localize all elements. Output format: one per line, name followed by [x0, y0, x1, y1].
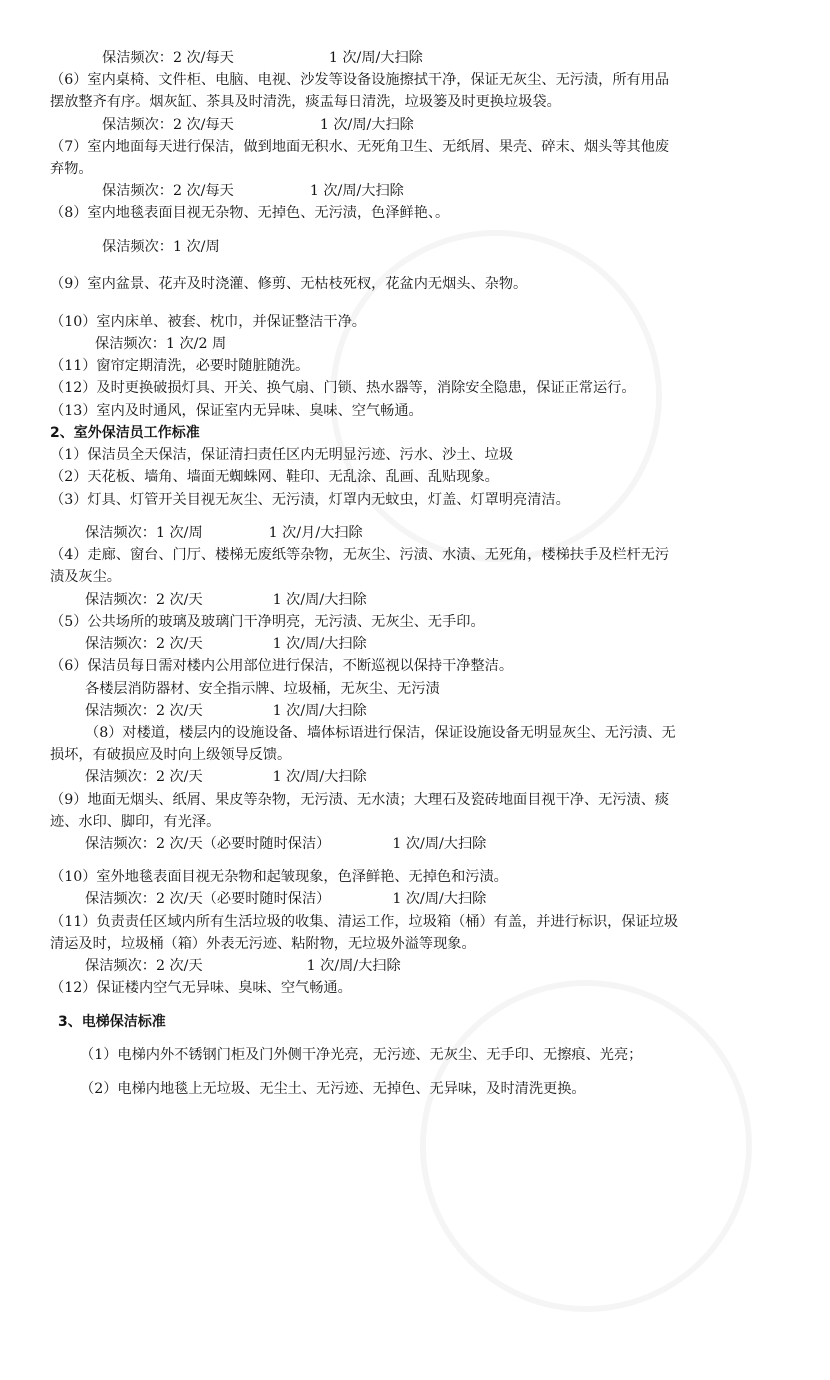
paragraph-line: 渍及灰尘。 — [50, 569, 121, 585]
frequency-weekly: 1 次/周/大扫除 — [392, 836, 487, 852]
frequency-weekly: 1 次/周/大扫除 — [272, 769, 367, 785]
frequency-weekly: 1 次/周/大扫除 — [306, 958, 401, 974]
frequency-line — [102, 47, 423, 69]
frequency-line — [85, 766, 367, 788]
paragraph-line: （9）地面无烟头、纸屑、果皮等杂物，无污渍、无水渍；大理石及瓷砖地面目视干净、无污渍、痰 — [50, 792, 670, 808]
paragraph-line: （9）室内盆景、花卉及时浇灌、修剪、无枯枝死杈，花盆内无烟头、杂物。 — [50, 276, 528, 292]
frequency-line — [102, 180, 404, 202]
paragraph-line: （8）对楼道，楼层内的设施设备、墙体标语进行保洁，保证设施设备无明显灰尘、无污渍、无 — [85, 725, 676, 741]
frequency-daily: 保洁频次：2 次/天（必要时随时保洁） — [85, 891, 331, 907]
frequency-weekly: 1 次/周/大扫除 — [272, 636, 367, 652]
frequency-daily: 保洁频次：2 次/每天 — [102, 50, 234, 66]
section-heading: 3、电梯保洁标准 — [58, 1014, 166, 1030]
paragraph-line: 损坏，有破损应及时向上级领导反馈。 — [50, 747, 292, 763]
paragraph-line: （2）电梯内地毯上无垃圾、无尘土、无污迹、无掉色、无异味，及时清洗更换。 — [80, 1081, 586, 1097]
paragraph-line: 摆放整齐有序。烟灰缸、茶具及时清洗，痰盂每日清洗，垃圾篓及时更换垃圾袋。 — [50, 94, 561, 110]
frequency-line — [102, 114, 414, 136]
paragraph-line: （1）电梯内外不锈钢门柜及门外侧干净光亮，无污迹、无灰尘、无手印、无擦痕、光亮； — [80, 1047, 643, 1063]
frequency-weekly: 1 次/周/大扫除 — [272, 592, 367, 608]
frequency-line — [85, 833, 486, 855]
frequency-weekly: 1 次/周/大扫除 — [328, 50, 423, 66]
paragraph-line: （7）室内地面每天进行保洁，做到地面无积水、无死角卫生、无纸屑、果壳、碎末、烟头等其他废 — [50, 139, 670, 155]
section-heading: 2、室外保洁员工作标准 — [50, 425, 200, 441]
frequency-line — [85, 888, 486, 910]
frequency-daily: 保洁频次：2 次/天（必要时随时保洁） — [85, 836, 331, 852]
frequency-daily: 保洁频次：2 次/天 — [85, 592, 203, 608]
paragraph-line: 各楼层消防器材、安全指示牌、垃圾桶，无灰尘、无污渍 — [85, 681, 440, 697]
paragraph-line: （8）室内地毯表面目视无杂物、无掉色、无污渍，色泽鲜艳、。 — [50, 205, 450, 221]
frequency-weekly: 保洁频次：1 次/周 — [85, 525, 203, 541]
paragraph-line: 弃物。 — [50, 161, 93, 177]
frequency-line — [85, 633, 367, 655]
frequency-line: 保洁频次：1 次/周 — [102, 239, 220, 255]
paragraph-line: （10）室内床单、被套、枕巾，并保证整洁干净。 — [50, 314, 366, 330]
paragraph-line: （1）保洁员全天保洁，保证清扫责任区内无明显污迹、污水、沙土、垃圾 — [50, 447, 514, 463]
watermark-stamp — [352, 912, 820, 1380]
paragraph-line: （4）走廊、窗台、门厅、楼梯无废纸等杂物，无灰尘、污渍、水渍、无死角，楼梯扶手及栏杆无污 — [50, 547, 670, 563]
frequency-monthly: 1 次/月/大扫除 — [268, 525, 363, 541]
frequency-daily: 保洁频次：2 次/天 — [85, 769, 203, 785]
frequency-daily: 保洁频次：2 次/天 — [85, 636, 203, 652]
frequency-weekly: 1 次/周/大扫除 — [309, 183, 404, 199]
paragraph-line: （11）窗帘定期清洗，必要时随脏随洗。 — [50, 358, 310, 374]
frequency-weekly: 1 次/周/大扫除 — [392, 891, 487, 907]
paragraph-line: （5）公共场所的玻璃及玻璃门干净明亮，无污渍、无灰尘、无手印。 — [50, 614, 485, 630]
frequency-line — [85, 522, 363, 544]
paragraph-line: （12）及时更换破损灯具、开关、换气扇、门锁、热水器等，消除安全隐患，保证正常运行。 — [50, 380, 636, 396]
paragraph-line: （2）天花板、墙角、墙面无蜘蛛网、鞋印、无乱涂、乱画、乱贴现象。 — [50, 469, 499, 485]
paragraph-line: （6）室内桌椅、文件柜、电脑、电视、沙发等设备设施擦拭干净，保证无灰尘、无污渍，所有用品 — [50, 72, 670, 88]
frequency-daily: 保洁频次：2 次/天 — [85, 703, 203, 719]
frequency-line — [85, 589, 367, 611]
frequency-line — [85, 700, 367, 722]
paragraph-line: （11）负责责任区域内所有生活垃圾的收集、清运工作，垃圾箱（桶）有盖，并进行标识，保证垃圾 — [50, 914, 679, 930]
paragraph-line: （6）保洁员每日需对楼内公用部位进行保洁，不断巡视以保持干净整洁。 — [50, 658, 514, 674]
frequency-line — [85, 955, 401, 977]
paragraph-line: （10）室外地毯表面目视无杂物和起皱现象，色泽鲜艳、无掉色和污渍。 — [50, 869, 508, 885]
paragraph-line: （12）保证楼内空气无异味、臭味、空气畅通。 — [50, 980, 352, 996]
frequency-daily: 保洁频次：2 次/每天 — [102, 183, 234, 199]
paragraph-line: 迹、水印、脚印，有光泽。 — [50, 814, 221, 830]
frequency-weekly: 1 次/周/大扫除 — [272, 703, 367, 719]
frequency-daily: 保洁频次：2 次/每天 — [102, 117, 234, 133]
paragraph-line: （13）室内及时通风，保证室内无异味、臭味、空气畅通。 — [50, 403, 423, 419]
frequency-line: 保洁频次：1 次/2 周 — [95, 336, 227, 352]
paragraph-line: 清运及时，垃圾桶（箱）外表无污迹、粘附物，无垃圾外溢等现象。 — [50, 936, 476, 952]
frequency-daily: 保洁频次：2 次/天 — [85, 958, 203, 974]
paragraph-line: （3）灯具、灯管开关目视无灰尘、无污渍，灯罩内无蚊虫，灯盖、灯罩明亮清洁。 — [50, 492, 570, 508]
frequency-weekly: 1 次/周/大扫除 — [319, 117, 414, 133]
